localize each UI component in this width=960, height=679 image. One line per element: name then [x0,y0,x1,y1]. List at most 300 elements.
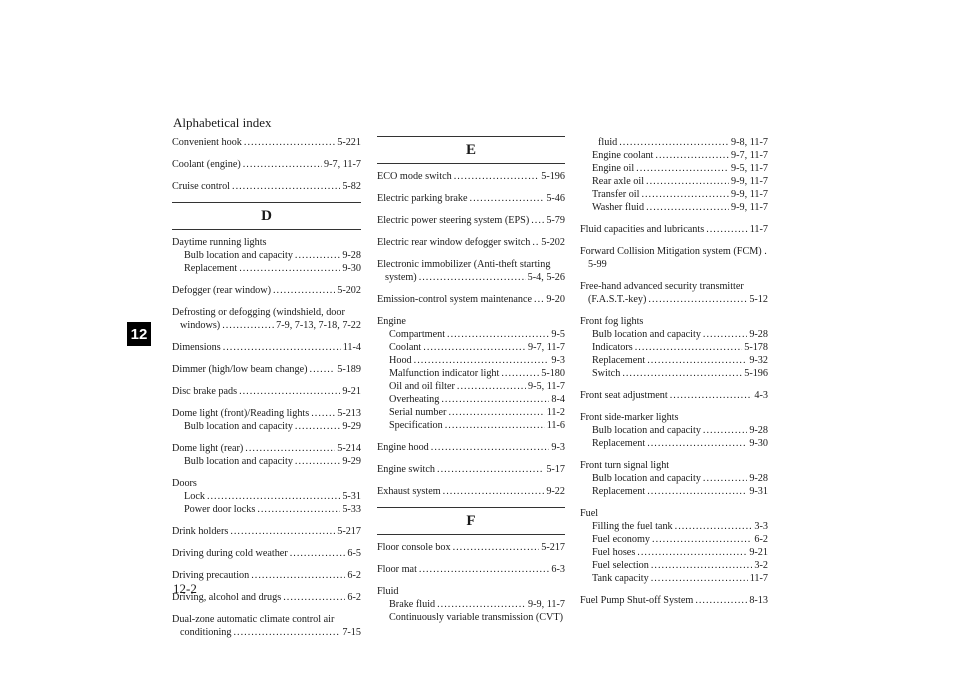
index-entry-page-ref[interactable]: 7-9, 7-13, 7-18, 7-22 [276,320,361,331]
index-entry-line [580,472,768,485]
index-entry-term: Driving during cold weather [172,548,288,559]
index-entry-page-ref[interactable]: 9-30 [749,438,768,449]
index-entry-line [377,598,565,611]
index-entry-term: Front fog lights [580,316,644,327]
dot-leader [448,406,544,419]
index-entry-line [172,363,361,376]
index-entry[interactable] [377,541,565,554]
index-entry-line [580,559,768,572]
dot-leader [419,271,526,284]
index-entry[interactable] [377,293,565,306]
dot-leader [706,223,748,236]
index-entry-line [377,293,565,306]
dot-leader [675,520,753,533]
index-entry-line [172,591,361,604]
index-entry-line [172,385,361,398]
dot-leader [423,341,526,354]
index-entry-page-ref[interactable]: 6-2 [347,570,361,581]
index-entry-term: Free-hand advanced security transmitter [580,281,744,292]
index-entry-page-ref[interactable]: 11-7 [749,224,768,235]
index-entry-page-ref[interactable]: 5-214 [337,443,361,454]
index-entry-line [377,380,565,393]
index-entry-line [580,245,768,258]
index-entry-term: Driving precaution [172,570,250,581]
index-entry-term: Convenient hook [172,137,242,148]
index-entry-term: Specification [389,420,443,431]
index-entry-page-ref[interactable]: 3-2 [754,560,768,571]
index-entry-page-ref[interactable]: 5-17 [546,464,565,475]
index-entry-line [580,223,768,236]
dot-leader [670,389,753,402]
dot-leader [443,485,545,498]
index-entry-term: Transfer oil [592,189,640,200]
index-entry-line [377,367,565,380]
index-entry-line [172,341,361,354]
index-entry-page-ref[interactable]: 9-5, 11-7 [731,163,768,174]
index-entry-line [377,236,565,249]
index-entry-line [377,485,565,498]
dot-leader [635,341,742,354]
index-entry[interactable] [580,280,768,306]
dot-leader [641,188,729,201]
index-entry-term: Compartment [389,329,446,340]
index-entry-page-ref[interactable]: 9-29 [342,421,361,432]
dot-leader [648,293,747,306]
index-entry-page-ref[interactable]: 9-8, 11-7 [731,137,768,148]
index-entry-line [377,341,565,354]
index-entry[interactable] [580,315,768,380]
section-header-e: E [377,136,565,164]
index-entry-line [172,613,361,626]
index-entry-page-ref[interactable]: 5-82 [342,181,361,192]
index-entry-term: Replacement [592,355,646,366]
index-entry-term: Rear axle oil [592,176,645,187]
dot-leader [239,262,340,275]
index-entry-term: Replacement [592,486,646,497]
index-entry-line [580,437,768,450]
index-entry[interactable] [172,341,361,354]
index-entry-term: Driving, alcohol and drugs [172,592,282,603]
index-entry-term: Washer fluid [592,202,645,213]
index-entry-line [377,328,565,341]
index-entry-page-ref[interactable]: 5-31 [342,491,361,502]
index-entry-term: Fuel [580,508,599,519]
index-entry-line [580,149,768,162]
index-entry[interactable] [172,547,361,560]
index-entry-page-ref[interactable]: 9-21 [342,386,361,397]
index-entry-page-ref[interactable]: 9-3 [551,442,565,453]
index-entry-page-ref[interactable]: 9-3 [551,355,565,366]
index-entry-line [377,419,565,432]
index-entry-page-ref[interactable]: 9-28 [749,425,768,436]
index-entry-page-ref[interactable]: 6-3 [551,564,565,575]
index-entry-term: Lock [184,491,205,502]
index-entry-term: Dual-zone automatic climate control air [172,614,335,625]
index-entry[interactable] [580,245,768,271]
index-entry-line [377,585,565,598]
dot-leader [637,546,747,559]
index-entry-line [580,136,768,149]
dot-leader [244,136,335,149]
index-entry[interactable] [580,411,768,450]
dot-leader [532,236,539,249]
index-entry-term: Bulb location and capacity [592,329,701,340]
index-entry-line [377,541,565,554]
index-entry-page-ref[interactable]: 9-7, 11-7 [324,159,361,170]
dot-leader [295,455,340,468]
index-entry-page-ref[interactable]: 5-46 [546,193,565,204]
index-entry-page-ref[interactable]: 6-5 [347,548,361,559]
dot-leader [652,533,752,546]
index-entry-line [580,188,768,201]
dot-leader [457,380,526,393]
index-entry-term: Electronic immobilizer (Anti-theft starting [377,259,551,270]
index-entry[interactable] [580,223,768,236]
page-title: Alphabetical index [173,115,272,130]
index-entry-term: Overheating [389,394,440,405]
index-entry-term: Continuously variable transmission (CVT) [389,612,564,623]
dot-leader [239,385,340,398]
index-entry-line [172,158,361,171]
index-entry-term: Fuel hoses [592,547,636,558]
index-entry-page-ref[interactable]: 9-5, 11-7 [528,381,565,392]
index-entry-term: conditioning [180,627,232,638]
index-entry-page-ref[interactable]: 5-196 [541,171,565,182]
index-entry-term: ECO mode switch [377,171,452,182]
index-entry[interactable] [172,613,361,639]
dot-leader [647,354,747,367]
index-entry-page-ref[interactable]: 5-221 [337,137,361,148]
index-entry-page-ref[interactable]: 9-9, 11-7 [731,176,768,187]
index-entry-term: system) [385,272,417,283]
index-entry[interactable] [580,594,768,607]
index-column-3 [580,136,768,616]
index-entry-line [377,393,565,406]
dot-leader [251,569,345,582]
index-entry-page-ref[interactable]: 5-180 [541,368,565,379]
index-entry-line [580,520,768,533]
index-entry[interactable] [580,136,768,214]
index-entry-term: Switch [592,368,621,379]
dot-leader [257,503,340,516]
index-entry-term: Malfunction indicator light [389,368,500,379]
index-entry-line [580,293,768,306]
index-entry-line [172,236,361,249]
index-entry-term: fluid [598,137,618,148]
index-entry-line [172,442,361,455]
index-entry-line [580,258,768,271]
index-entry-page-ref[interactable]: 9-22 [546,486,565,497]
index-entry-page-ref[interactable]: 5-79 [546,215,565,226]
index-entry-line [172,262,361,275]
dot-leader [647,485,747,498]
index-entry-page-ref[interactable]: 5-4, 5-26 [527,272,565,283]
dot-leader [310,363,336,376]
index-entry-term: Dimmer (high/low beam change) [172,364,308,375]
index-entry-term: Engine coolant [592,150,654,161]
index-entry[interactable] [377,170,565,183]
dot-leader [245,442,335,455]
index-entry-page-ref[interactable]: 6-2 [347,592,361,603]
index-entry-term: Engine switch [377,464,436,475]
index-entry-page-ref[interactable]: 9-29 [342,456,361,467]
index-entry[interactable] [580,507,768,585]
dot-leader [534,293,544,306]
index-entry-line [172,490,361,503]
index-entry-term: Indicators [592,342,633,353]
index-entry[interactable] [377,258,565,284]
index-entry-term: (F.A.S.T.-key) [588,294,647,305]
index-entry-term: Electric parking brake [377,193,468,204]
index-entry-line [580,175,768,188]
dot-leader [703,472,747,485]
index-entry-page-ref[interactable]: 11-6 [546,420,565,431]
index-entry-term: Filling the fuel tank [592,521,673,532]
index-entry-term: Fluid [377,586,399,597]
index-entry-line [580,328,768,341]
index-entry-line [580,341,768,354]
dot-leader [222,319,274,332]
index-entry-page-ref[interactable]: 8-4 [551,394,565,405]
section-header-d: D [172,202,361,230]
index-entry-page-ref[interactable]: 9-5 [551,329,565,340]
dot-leader [447,328,549,341]
index-entry-page-ref[interactable]: 5-189 [337,364,361,375]
index-entry-line [172,407,361,420]
index-entry[interactable] [172,363,361,376]
index-entry[interactable] [377,214,565,227]
index-entry-term: Electric power steering system (EPS) [377,215,530,226]
index-entry-line [580,411,768,424]
index-entry-line [580,280,768,293]
index-entry[interactable] [377,236,565,249]
index-entry-page-ref[interactable]: 9-9, 11-7 [528,599,565,610]
index-entry-line [377,463,565,476]
index-entry[interactable] [377,192,565,205]
index-entry-term: Drink holders [172,526,229,537]
dot-leader [437,463,544,476]
index-entry-term: Floor mat [377,564,417,575]
index-entry-term: Disc brake pads [172,386,238,397]
index-entry-term: Exhaust system [377,486,441,497]
index-entry-term: Bulb location and capacity [592,425,701,436]
index-entry-page-ref[interactable]: 11-4 [342,342,361,353]
index-entry-page-ref[interactable]: 11-2 [546,407,565,418]
dot-leader [636,162,729,175]
dot-leader [651,572,748,585]
index-entry-term: Electric rear window defogger switch [377,237,531,248]
index-entry-page-ref[interactable]: 9-20 [546,294,565,305]
index-entry-line [580,459,768,472]
dot-leader [230,525,335,538]
dot-leader [273,284,335,297]
index-entry[interactable] [172,407,361,433]
index-entry[interactable] [580,389,768,402]
dot-leader [646,175,729,188]
index-entry[interactable] [172,477,361,516]
index-entry-term: Brake fluid [389,599,436,610]
index-entry[interactable] [377,485,565,498]
index-entry[interactable] [377,315,565,432]
index-entry-line [580,354,768,367]
index-entry[interactable] [172,236,361,275]
index-entry-line [580,424,768,437]
index-entry-term: Engine [377,316,406,327]
index-entry-page-ref[interactable]: 5-12 [749,294,768,305]
dot-leader [619,136,729,149]
index-entry-line [377,406,565,419]
index-entry-line [580,507,768,520]
index-entry[interactable] [172,306,361,332]
dot-leader [295,420,340,433]
index-entry-term: Engine oil [592,163,635,174]
index-entry-term: Defogger (rear window) [172,285,271,296]
index-entry[interactable] [377,585,565,624]
index-entry-page-ref[interactable]: 11-7 [749,573,768,584]
index-entry-page-ref[interactable]: 9-9, 11-7 [731,202,768,213]
index-entry-page-ref[interactable]: 6-2 [754,534,768,545]
chapter-tab[interactable]: 12 [127,322,151,346]
index-entry-page-ref[interactable]: 5-202 [337,285,361,296]
dot-leader [651,559,753,572]
index-entry[interactable] [172,158,361,171]
dot-leader [223,341,341,354]
index-entry[interactable] [172,591,361,604]
index-entry-term: Fuel Pump Shut-off System [580,595,694,606]
index-entry[interactable] [172,442,361,468]
index-entry-term: Bulb location and capacity [184,456,293,467]
index-entry-page-ref[interactable]: 5-33 [342,504,361,515]
index-entry[interactable] [172,525,361,538]
dot-leader [295,249,340,262]
index-entry-line [172,180,361,193]
dot-leader [207,490,340,503]
index-entry[interactable] [172,284,361,297]
index-entry-line [172,319,361,332]
index-entry-page-ref[interactable]: 9-30 [342,263,361,274]
index-entry-term: Serial number [389,407,447,418]
dot-leader [431,441,550,454]
index-entry-line [377,611,565,624]
index-entry-page-ref[interactable]: 9-9, 11-7 [731,189,768,200]
index-entry-term: Oil and oil filter [389,381,455,392]
index-entry-line [377,192,565,205]
index-entry-term: Power door locks [184,504,256,515]
index-entry-term: Fuel selection [592,560,649,571]
index-entry-term: Coolant [389,342,422,353]
dot-leader [311,407,335,420]
index-entry-page-ref[interactable]: 9-32 [749,355,768,366]
index-entry-term: Dome light (front)/Reading lights [172,408,310,419]
index-entry-page-ref[interactable]: 9-28 [342,250,361,261]
index-entry-line [172,420,361,433]
index-entry-line [172,284,361,297]
index-entry-line [580,594,768,607]
dot-leader [290,547,346,560]
index-column-2 [377,136,565,633]
index-entry[interactable] [172,136,361,149]
index-entry[interactable] [377,463,565,476]
dot-leader [703,328,747,341]
index-entry-term: 5-99 [588,259,607,270]
index-entry-line [172,306,361,319]
index-entry-term: Bulb location and capacity [592,473,701,484]
dot-leader [703,424,747,437]
index-entry-line [377,441,565,454]
dot-leader [414,354,550,367]
index-entry-term: Defrosting or defogging (windshield, door [172,307,345,318]
index-entry-term: Emission-control system maintenance [377,294,533,305]
index-entry-term: Bulb location and capacity [184,250,293,261]
dot-leader [441,393,549,406]
index-entry-page-ref[interactable]: 9-21 [749,547,768,558]
index-entry-line [377,258,565,271]
index-entry-page-ref[interactable]: 8-13 [749,595,768,606]
dot-leader [453,541,540,554]
index-entry-term: Hood [389,355,412,366]
index-entry-page-ref[interactable]: 9-28 [749,329,768,340]
section-header-f: F [377,507,565,535]
index-entry-page-ref[interactable]: 5-213 [337,408,361,419]
dot-leader [470,192,545,205]
index-entry-page-ref[interactable]: 3-3 [754,521,768,532]
index-entry[interactable] [377,563,565,576]
index-entry-term: Coolant (engine) [172,159,241,170]
index-column-1 [172,136,361,648]
index-entry-term: Fluid capacities and lubricants [580,224,705,235]
index-entry-term: Dimensions [172,342,221,353]
index-entry-page-ref[interactable]: 9-31 [749,486,768,497]
dot-leader [647,437,747,450]
index-entry[interactable] [377,441,565,454]
index-entry-page-ref[interactable]: 5-217 [337,526,361,537]
index-entry-line [580,572,768,585]
index-entry-term: Front side-marker lights [580,412,679,423]
index-entry[interactable] [172,180,361,193]
index-entry-line [377,170,565,183]
index-entry-term: Fuel economy [592,534,651,545]
index-entry-line [172,455,361,468]
index-entry-term: windows) [180,320,221,331]
index-entry-term: Floor console box [377,542,451,553]
index-entry-line [377,354,565,367]
index-entry-line [580,546,768,559]
index-entry-page-ref[interactable]: 9-28 [749,473,768,484]
index-entry-term: Replacement [184,263,238,274]
index-entry[interactable] [172,569,361,582]
index-entry-line [377,563,565,576]
index-entry-page-ref[interactable]: 5-196 [744,368,768,379]
index-entry-term: Cruise control [172,181,231,192]
index-entry-page-ref[interactable]: 7-15 [342,627,361,638]
index-entry-term: Dome light (rear) [172,443,244,454]
page-number: 12-2 [173,581,197,596]
index-entry[interactable] [172,385,361,398]
index-entry-page-ref[interactable]: 5-178 [744,342,768,353]
dot-leader [646,201,729,214]
index-entry-line [377,271,565,284]
index-entry-term: Front seat adjustment [580,390,668,401]
index-entry-page-ref[interactable]: 9-7, 11-7 [731,150,768,161]
index-entry-term: Replacement [592,438,646,449]
index-entry-page-ref[interactable]: 4-3 [754,390,768,401]
index-entry[interactable] [580,459,768,498]
index-entry-line [172,136,361,149]
index-entry-page-ref[interactable]: 5-217 [541,542,565,553]
index-entry-page-ref[interactable]: 9-7, 11-7 [528,342,565,353]
index-entry-line [172,249,361,262]
index-entry-page-ref[interactable]: 5-202 [541,237,565,248]
